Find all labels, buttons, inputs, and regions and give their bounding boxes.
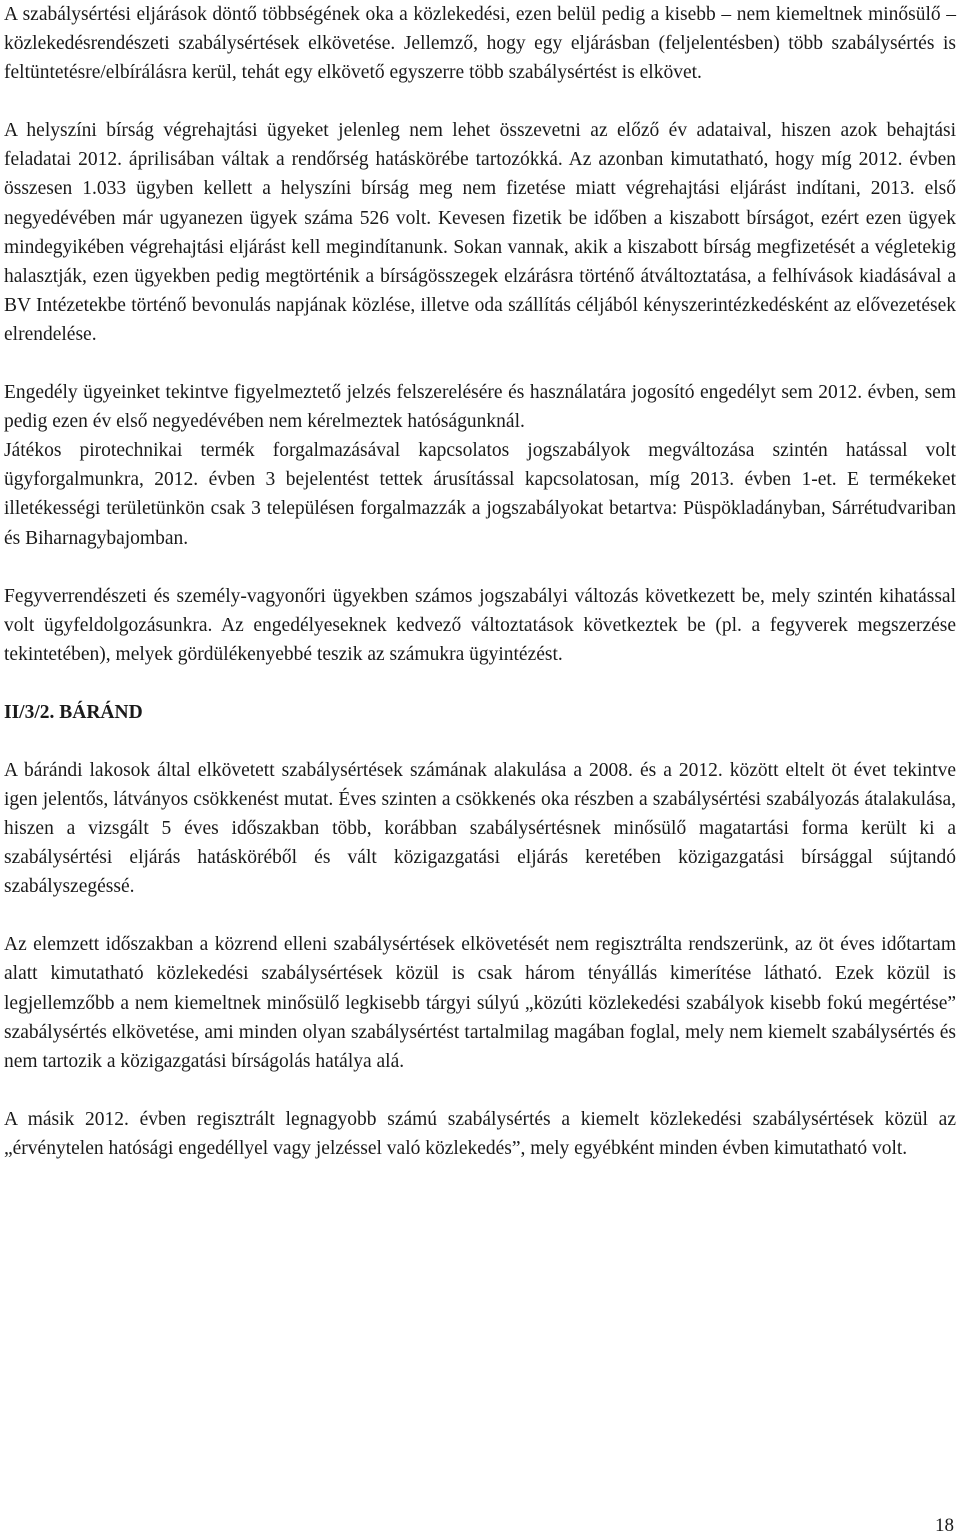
paragraph-gap	[4, 349, 956, 378]
paragraph-pyrotechnics: Játékos pirotechnikai termék forgalmazásával kapcsolatos jogszabályok megváltozása szintén hatással volt ügyforgalmunkra, 2012. évben 3 bejelentést tettek árusítással kapcsolatosan, míg 2013. évben 1-et. E termékeket illetékességi területünkön csak 3 településen forgalmazzák a jogszabályokat betartva: Püspökladányban, Sárrétudvariban és Biharnagybajomban.	[4, 440, 956, 549]
paragraph-firearms: Fegyverrendészeti és személy-vagyonőri ügyekben számos jogszabályi változás következett be, mely szintén kihatással volt ügyfeldolgozásunkra. Az engedélyeseknek kedvező változtatások következtek be (pl. a fegyverek megszerzése tekintetében), melyek gördülékenyebbé teszik az számukra ügyintézést.	[4, 585, 956, 665]
paragraph-licence-cases: Engedély ügyeinket tekintve figyelmeztető jelzés felszerelésére és használatára jogosító engedélyt sem 2012. évben, sem pedig ezen év első negyedévében nem kérelmeztek hatóságunknál.	[4, 382, 956, 433]
paragraph-gap	[4, 901, 956, 930]
page-number: 18	[935, 1515, 954, 1536]
paragraph-gap	[4, 553, 956, 582]
paragraph-traffic-offences: A szabálysértési eljárások döntő többségének oka a közlekedési, ezen belül pedig a kisebb – nem kiemeltnek minősülő – közlekedésrendészeti szabálysértések elkövetése. Jellemző, hogy egy eljárásban (feljelentésben) több szabálysértés is feltüntetésre/elbírálásra kerül, tehát egy elkövető egyszerre több szabálysértést is elkövet.	[4, 4, 956, 84]
paragraph-invalid-licence: A másik 2012. évben regisztrált legnagyobb számú szabálysértés a kiemelt közlekedési szabálysértések közül az „érvénytelen hatósági engedéllyel vagy jelzéssel való közlekedés”, mely egyébként minden évben kimutatható volt.	[4, 1108, 956, 1159]
paragraph-gap	[4, 727, 956, 756]
section-heading: II/3/2. BÁRÁND	[4, 701, 143, 723]
paragraph-gap	[4, 87, 956, 116]
paragraph-gap	[4, 1076, 956, 1105]
paragraph-fine-enforcement: A helyszíni bírság végrehajtási ügyeket jelenleg nem lehet összevetni az előző év adataival, hiszen azok behajtási feladatai 2012. áprilisában váltak a rendőrség hatáskörébe tartozókká. Az azonban kimutatható, hogy míg 2012. évben összesen 1.033 ügyben kellett a helyszíni bírság meg nem fizetése miatt végrehajtási eljárást indítani, 2013. első negyedévében már ugyanezen ügyek száma 526 volt. Kevesen fizetik be időben a kiszabott bírságot, ezért ezen ügyek mindegyikében végrehajtási eljárást kell megindítanunk. Sokan vannak, akik a kiszabott bírság megfizetését a végletekig halasztják, ezen ügyekben pedig megtörténik a bírságösszegek elzárásra történő átváltoztatása, a felhívások kiadásával a BV Intézetekbe történő bevonulás napjának közlése, illetve oda szállítás céljából kényszerintézkedésként az elővezetések elrendelése.	[4, 120, 956, 345]
paragraph-gap	[4, 669, 956, 698]
paragraph-barand-trend: A bárándi lakosok által elkövetett szabálysértések számának alakulása a 2008. és a 2012. között eltelt öt évet tekintve igen jelentős, látványos csökkenést mutat. Éves szinten a csökkenés oka részben a szabálysértési szabályozás átalakulása, hiszen a vizsgált 5 éves időszakban több, korábban szabálysértésnek minősülő magatartási forma került ki a szabálysértési eljárás hatásköréből és vált közigazgatási eljárás keretében közigazgatási bírsággal sújtandó szabályszegéssé.	[4, 759, 956, 898]
paragraph-public-order: Az elemzett időszakban a közrend elleni szabálysértések elkövetését nem regisztrálta rendszerünk, az öt éves időtartam alatt kimutatható közlekedési szabálysértések közül is csak három tényállás kimerítése látható. Ezek közül is legjellemzőbb a nem kiemeltnek minősülő legkisebb tárgyi súlyú „közúti közlekedési szabályok kisebb fokú megértése” szabálysértés elkövetése, ami minden olyan szabálysértést tartalmilag magában foglal, mely nem kiemelt szabálysértés és nem tartozik a közigazgatási bírságolás hatálya alá.	[4, 934, 956, 1072]
document-page	[4, 0, 956, 1163]
